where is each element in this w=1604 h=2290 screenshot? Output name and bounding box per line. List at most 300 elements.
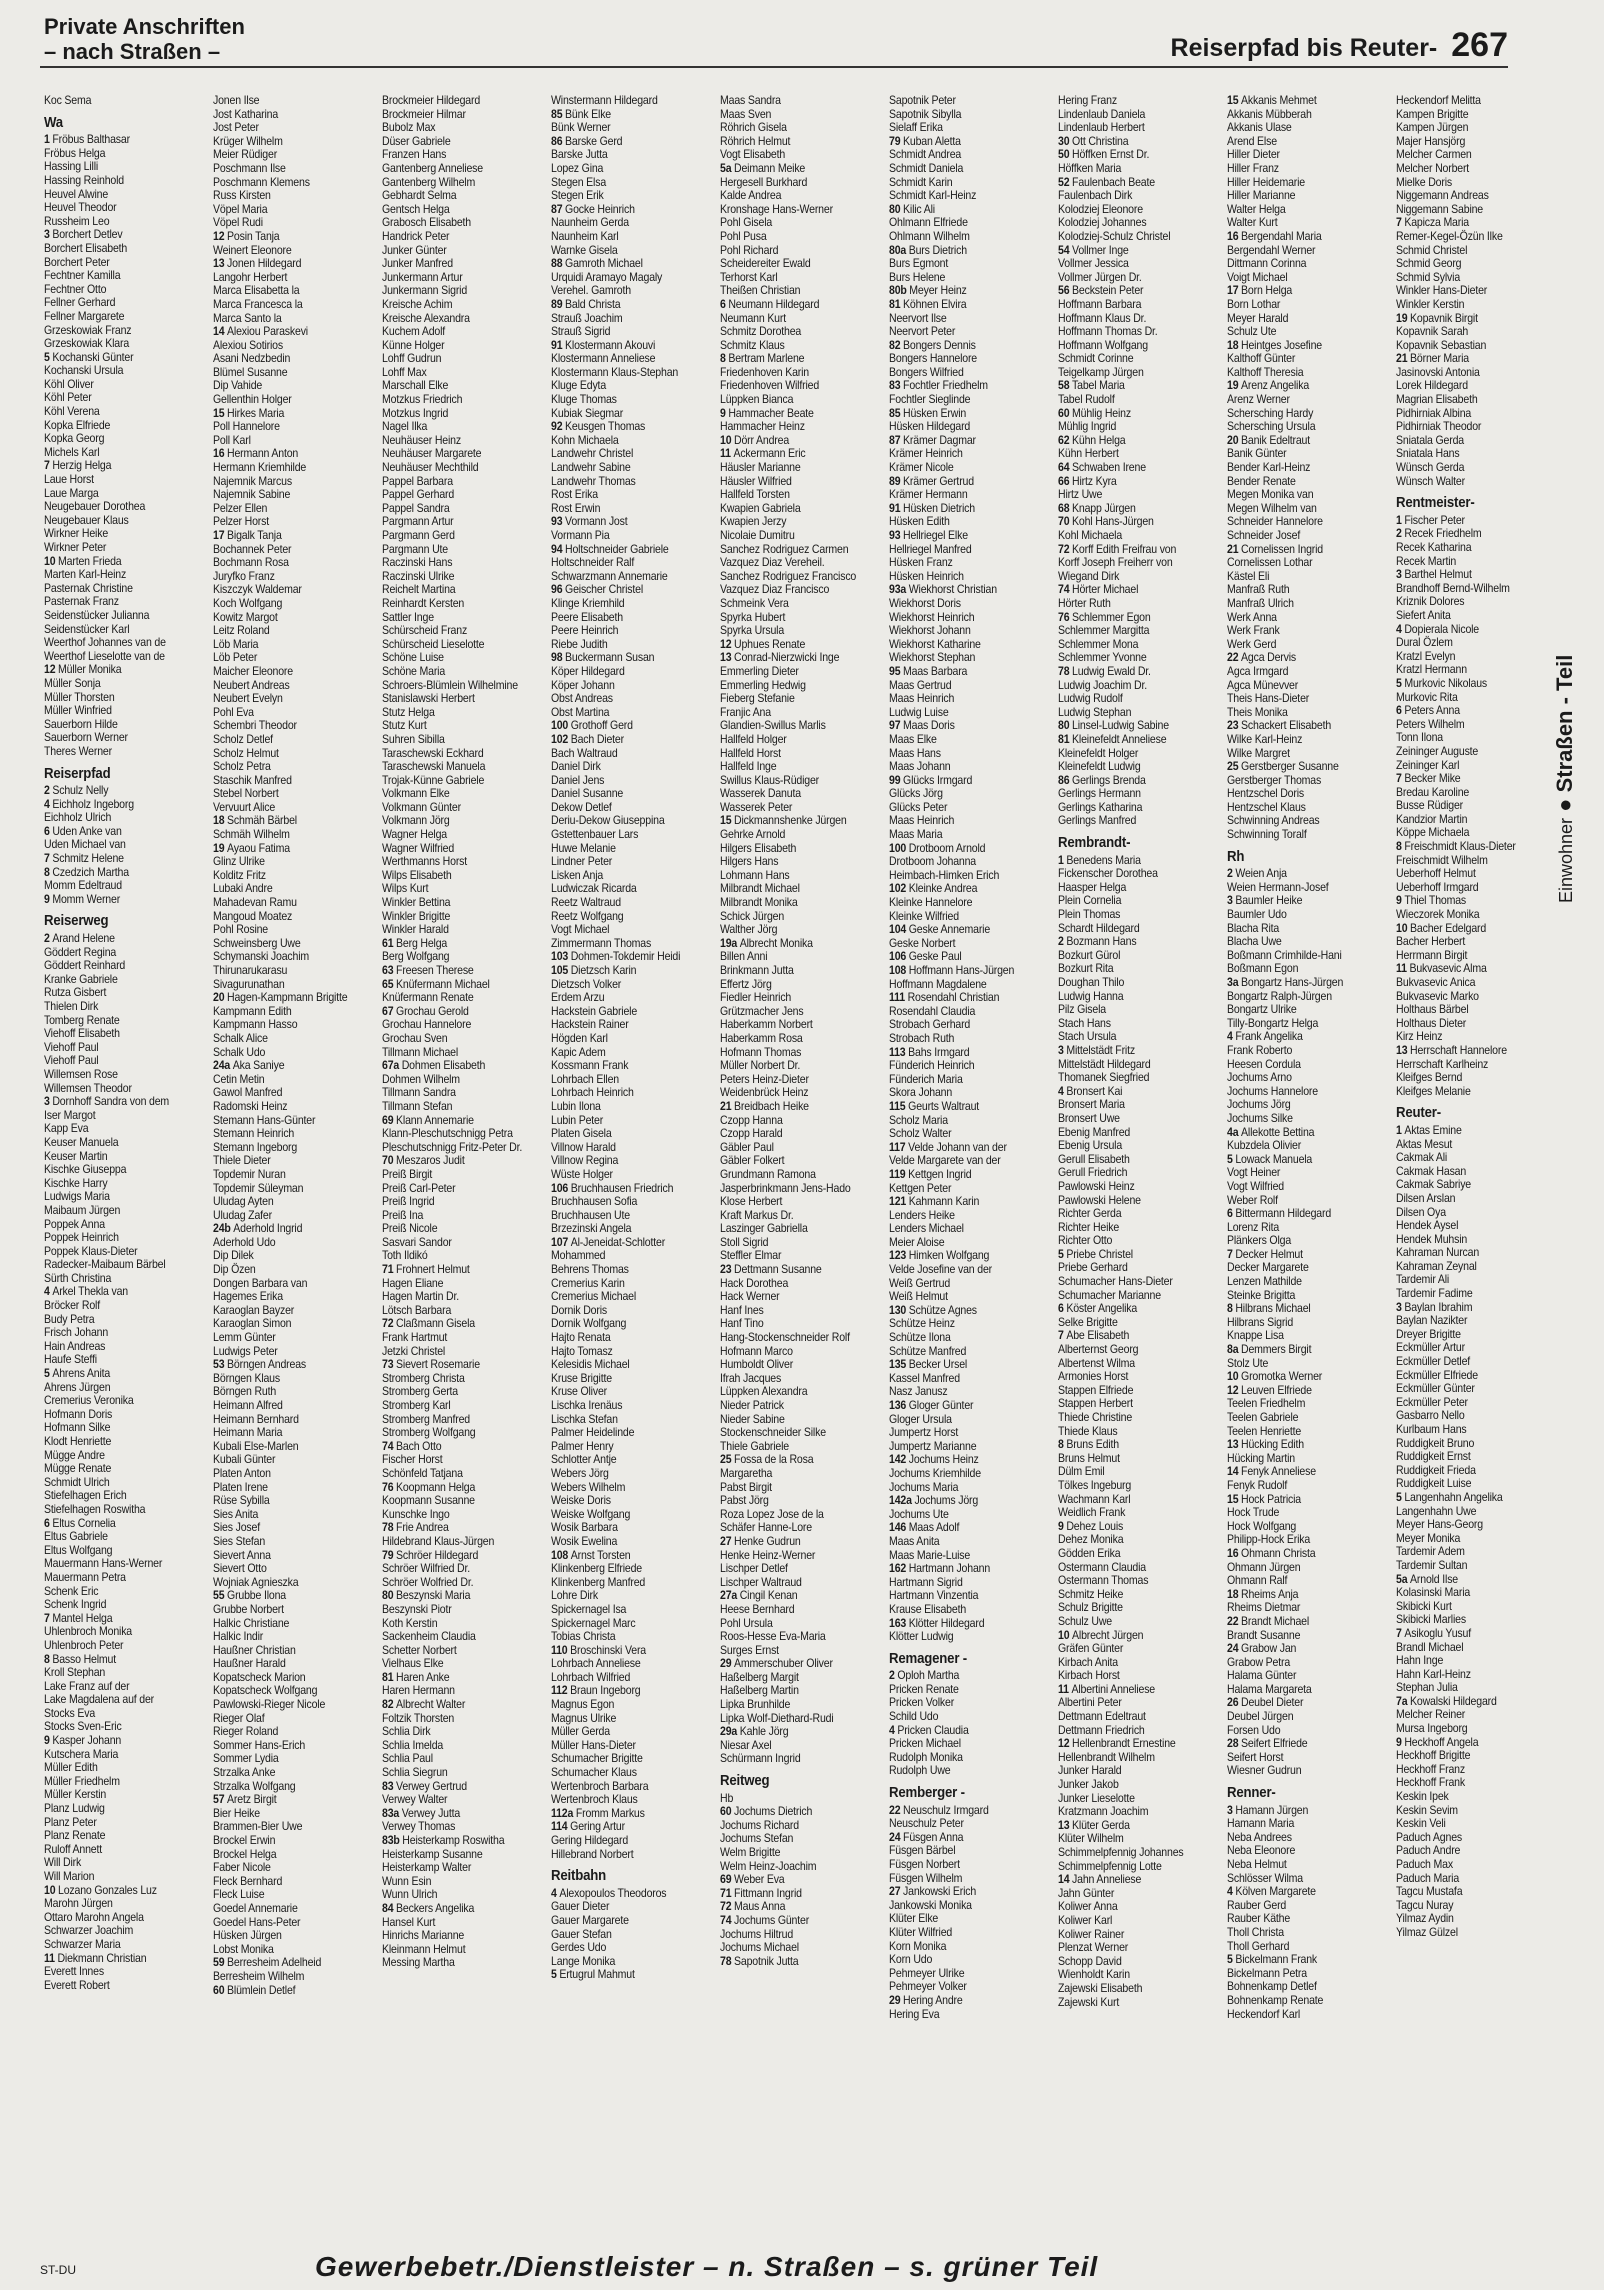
resident-entry	[1227, 1017, 1370, 1031]
resident-name: Sattler Inge	[382, 609, 434, 624]
resident-entry	[889, 1358, 1032, 1372]
resident-name: Decker Margarete	[1227, 1260, 1309, 1275]
house-number: 10	[44, 1882, 56, 1897]
resident-name: Grabosch Elisabeth	[382, 215, 471, 230]
resident-name: Najemnik Marcus	[213, 473, 292, 488]
house-number: 79	[889, 133, 901, 148]
resident-entry	[382, 1481, 525, 1495]
resident-name: Mügge Andre	[44, 1447, 105, 1462]
resident-entry	[213, 1222, 356, 1236]
resident-name: Walter Kurt	[1227, 215, 1278, 230]
resident-entry	[44, 459, 187, 473]
resident-entry	[382, 1834, 525, 1848]
resident-entry	[382, 1807, 525, 1821]
resident-entry	[213, 1277, 356, 1291]
house-number: 16	[213, 446, 225, 461]
resident-entry	[44, 500, 187, 514]
resident-entry	[889, 1535, 1032, 1549]
resident-entry	[1058, 543, 1201, 557]
resident-entry	[1396, 527, 1539, 541]
resident-entry	[1227, 1764, 1370, 1778]
resident-name: Kriznik Dolores	[1396, 594, 1465, 609]
resident-name: Peters Anna	[1404, 703, 1460, 718]
house-number: 29	[889, 1992, 901, 2007]
resident-entry	[213, 583, 356, 597]
resident-name: Scholz Helmut	[213, 745, 279, 760]
resident-name: Reinhardt Kersten	[382, 595, 465, 610]
house-number: 104	[889, 922, 907, 937]
resident-entry	[720, 1100, 863, 1114]
resident-entry	[1396, 271, 1539, 285]
resident-entry	[44, 1585, 187, 1599]
resident-name: Lischka Stefan	[551, 1411, 618, 1426]
resident-name: Dietzsch Karin	[570, 963, 637, 977]
resident-name: Velde Johann van der	[908, 1139, 1007, 1154]
resident-entry	[382, 502, 525, 516]
house-number: 110	[551, 1642, 568, 1657]
resident-name: Cetin Metin	[213, 1071, 265, 1086]
resident-name: Kronshage Hans-Werner	[720, 201, 833, 216]
resident-entry	[213, 1114, 356, 1128]
resident-name: Klüter Elke	[889, 1911, 939, 1926]
resident-entry	[1058, 1357, 1201, 1371]
resident-entry	[551, 339, 694, 353]
resident-name: Hüsken Hildegard	[889, 419, 971, 434]
resident-entry	[889, 1994, 1032, 2008]
resident-name: Busse Rüdiger	[1396, 798, 1463, 813]
resident-entry	[1058, 1343, 1201, 1357]
directory-columns	[44, 94, 1534, 2229]
resident-name: Willemsen Rose	[44, 1066, 118, 1081]
resident-entry	[213, 1630, 356, 1644]
resident-entry	[720, 461, 863, 475]
resident-name: Scheidereiter Ewald	[720, 256, 811, 271]
resident-entry	[889, 2008, 1032, 2022]
house-number: 21	[1396, 351, 1408, 366]
resident-name: Welm Heinz-Joachim	[720, 1858, 817, 1873]
resident-name: Hajto Tomasz	[551, 1343, 613, 1358]
resident-name: Iser Margot	[44, 1107, 96, 1122]
resident-entry	[889, 923, 1032, 937]
resident-name: Weerthof Johannes van de	[44, 635, 166, 650]
resident-entry	[720, 1887, 863, 1901]
resident-name: Marten Frieda	[58, 553, 122, 568]
house-number: 1	[1396, 512, 1402, 527]
resident-entry	[551, 801, 694, 815]
house-number: 4	[1227, 1884, 1233, 1899]
resident-entry	[1227, 543, 1370, 557]
resident-entry	[1396, 1260, 1539, 1274]
resident-entry	[1227, 1953, 1370, 1967]
resident-entry	[382, 447, 525, 461]
house-number: 50	[1058, 147, 1070, 162]
resident-name: Jost Peter	[213, 120, 259, 135]
resident-name: Peere Elisabeth	[551, 609, 623, 624]
resident-entry	[1058, 502, 1201, 516]
resident-name: Frie Andrea	[396, 1520, 449, 1535]
resident-name: Eltus Gabriele	[44, 1529, 108, 1544]
resident-name: Krämer Nicole	[889, 460, 954, 475]
resident-entry	[213, 937, 356, 951]
resident-name: Kopatscheck Marion	[213, 1669, 306, 1684]
resident-name: Brzezinski Angela	[551, 1221, 632, 1236]
resident-entry	[720, 162, 863, 176]
resident-entry	[889, 1885, 1032, 1899]
resident-entry	[889, 189, 1032, 203]
resident-entry	[551, 1059, 694, 1073]
house-number: 3a	[1227, 975, 1239, 989]
resident-name: Sommer Lydia	[213, 1751, 279, 1766]
resident-entry	[1058, 1656, 1201, 1670]
resident-entry	[1058, 203, 1201, 217]
resident-entry	[1227, 624, 1370, 638]
resident-entry	[382, 1617, 525, 1631]
resident-name: Heesen Cordula	[1227, 1056, 1301, 1071]
resident-entry	[1227, 461, 1370, 475]
resident-entry	[382, 706, 525, 720]
resident-entry	[44, 1082, 187, 1096]
resident-entry	[551, 108, 694, 122]
resident-name: Frisch Johann	[44, 1325, 109, 1340]
resident-entry	[1058, 597, 1201, 611]
resident-entry	[720, 692, 863, 706]
resident-entry	[889, 312, 1032, 326]
resident-name: Ohmann Ralf	[1227, 1573, 1288, 1588]
resident-entry	[1396, 407, 1539, 421]
resident-name: Warnke Gisela	[551, 242, 618, 257]
resident-entry	[889, 162, 1032, 176]
resident-entry	[720, 583, 863, 597]
resident-name: Fellner Margarete	[44, 308, 125, 323]
resident-name: Schlia Dirk	[382, 1724, 431, 1739]
resident-name: Webers Jörg	[551, 1465, 609, 1480]
resident-name: Eckmüller Detlef	[1396, 1354, 1471, 1369]
resident-entry	[889, 257, 1032, 271]
resident-entry	[1396, 555, 1539, 569]
resident-name: Cornelissen Ingrid	[1241, 541, 1323, 556]
resident-name: Bukvasevic Alma	[1409, 961, 1487, 976]
resident-name: Neubert Evelyn	[213, 691, 283, 706]
resident-name: Gödden Erika	[1058, 1545, 1121, 1560]
house-number: 14	[1227, 1464, 1239, 1479]
resident-name: Bald Christa	[565, 296, 621, 311]
resident-name: Hüsken Erwin	[903, 405, 967, 420]
resident-name: Kleinke Hannelore	[889, 895, 973, 910]
resident-name: Geske Norbert	[889, 935, 956, 950]
resident-name: Raczinski Ulrike	[382, 568, 455, 583]
house-number: 11	[720, 446, 731, 461]
resident-name: Kolasinski Maria	[1396, 1585, 1471, 1600]
resident-entry	[551, 1807, 694, 1821]
resident-name: Grochau Sven	[382, 1030, 448, 1045]
resident-name: Holthaus Bärbel	[1396, 1002, 1469, 1017]
resident-entry	[551, 434, 694, 448]
resident-entry	[213, 1141, 356, 1155]
resident-name: Weien Anja	[1235, 866, 1287, 881]
resident-name: Hoffmann Klaus Dr.	[1058, 310, 1147, 325]
resident-name: Bongers Dennis	[903, 337, 976, 352]
resident-entry	[382, 1766, 525, 1780]
resident-name: Heisterkamp Susanne	[382, 1846, 483, 1861]
resident-entry	[213, 910, 356, 924]
resident-name: Nasz Janusz	[889, 1384, 948, 1399]
resident-entry	[720, 869, 863, 883]
resident-entry	[44, 1952, 187, 1966]
resident-entry	[1396, 636, 1539, 650]
resident-name: Neugebauer Dorothea	[44, 499, 146, 514]
resident-name: Preiß Ingrid	[382, 1194, 435, 1209]
house-number: 7	[1396, 215, 1402, 230]
resident-name: Goedel Annemarie	[213, 1900, 298, 1915]
house-number: 83	[382, 1778, 394, 1793]
resident-name: Kleinke Andrea	[908, 881, 978, 896]
resident-entry	[551, 1793, 694, 1807]
resident-entry	[382, 1630, 525, 1644]
resident-name: Plänkers Olga	[1227, 1233, 1292, 1248]
resident-name: Kleinmann Helmut	[382, 1941, 466, 1956]
resident-entry	[382, 1725, 525, 1739]
resident-name: Cornelissen Lothar	[1227, 555, 1313, 570]
resident-entry	[44, 337, 187, 351]
resident-name: Lake Franz auf der	[44, 1678, 130, 1693]
resident-name: Düser Gabriele	[382, 133, 451, 148]
resident-entry	[44, 1938, 187, 1952]
resident-entry	[720, 1032, 863, 1046]
resident-name: Bach Otto	[396, 1438, 442, 1453]
resident-name: Faber Nicole	[213, 1860, 271, 1875]
resident-entry	[889, 665, 1032, 679]
resident-name: Dohmen Wilhelm	[382, 1071, 460, 1086]
house-number: 93a	[889, 582, 907, 597]
resident-name: Ueberhoff Helmut	[1396, 866, 1476, 881]
resident-entry	[213, 447, 356, 461]
resident-entry	[213, 1875, 356, 1889]
resident-name: Schmidt Andrea	[889, 147, 962, 162]
resident-name: Daniel Susanne	[551, 786, 624, 801]
resident-entry	[44, 1381, 187, 1395]
resident-name: Korff Joseph Freiherr von	[1058, 555, 1173, 570]
resident-name: Schmitz Helene	[52, 851, 124, 866]
resident-entry	[44, 636, 187, 650]
resident-entry	[382, 1848, 525, 1862]
resident-name: Megen Monika van	[1227, 487, 1314, 502]
resident-entry	[889, 135, 1032, 149]
resident-entry	[720, 1059, 863, 1073]
resident-entry	[1227, 1588, 1370, 1602]
house-number: 8	[44, 1651, 50, 1666]
resident-entry	[889, 1249, 1032, 1263]
resident-name: Jonen Ilse	[213, 94, 260, 107]
resident-name: Pehmeyer Ulrike	[889, 1965, 965, 1980]
resident-entry	[213, 1535, 356, 1549]
resident-name: Gerlings Brenda	[1072, 772, 1146, 787]
resident-name: Heimann Bernhard	[213, 1411, 299, 1426]
resident-entry	[1058, 339, 1201, 353]
resident-entry	[720, 121, 863, 135]
resident-name: Hiller Dieter	[1227, 147, 1280, 162]
resident-entry	[1227, 529, 1370, 543]
resident-entry	[1058, 976, 1201, 990]
resident-entry	[889, 1967, 1032, 1981]
resident-name: Villnow Regina	[551, 1153, 619, 1168]
resident-name: Schlia Imelda	[382, 1737, 444, 1752]
resident-entry	[382, 842, 525, 856]
resident-entry	[1396, 935, 1539, 949]
resident-name: Wasserek Peter	[720, 799, 793, 814]
resident-name: Gauer Margarete	[551, 1912, 629, 1927]
resident-name: Dongen Barbara van	[213, 1275, 308, 1290]
resident-entry	[1396, 731, 1539, 745]
directory-column	[213, 94, 356, 2229]
resident-entry	[1058, 854, 1201, 868]
house-number: 12	[213, 228, 225, 243]
resident-entry	[1227, 475, 1370, 489]
resident-name: Brandhoff Bernd-Wilhelm	[1396, 580, 1510, 595]
resident-entry	[1227, 814, 1370, 828]
resident-entry	[1396, 379, 1539, 393]
resident-entry	[382, 1385, 525, 1399]
resident-name: Klose Herbert	[720, 1194, 783, 1209]
resident-name: Rudolph Monika	[889, 1749, 963, 1764]
resident-name: Börngen Ruth	[213, 1384, 277, 1399]
resident-name: Maas Elke	[889, 731, 937, 746]
resident-entry	[889, 461, 1032, 475]
resident-entry	[1227, 1357, 1370, 1371]
resident-entry	[44, 1435, 187, 1449]
resident-name: Born Lothar	[1227, 296, 1281, 311]
resident-name: Kampen Brigitte	[1396, 106, 1469, 121]
resident-name: Maibaum Jürgen	[44, 1202, 121, 1217]
resident-entry	[44, 1014, 187, 1028]
resident-entry	[889, 747, 1032, 761]
resident-entry	[213, 1481, 356, 1495]
resident-name: Ludwiczak Ricarda	[551, 881, 637, 896]
house-number: 76	[1058, 609, 1070, 624]
resident-entry	[1058, 271, 1201, 285]
house-number: 14	[1058, 1872, 1070, 1887]
resident-entry	[1396, 704, 1539, 718]
resident-entry	[1227, 1194, 1370, 1208]
resident-entry	[44, 623, 187, 637]
house-number: 163	[889, 1615, 907, 1630]
resident-entry	[382, 570, 525, 584]
house-number: 1	[1058, 852, 1064, 867]
resident-entry	[1227, 393, 1370, 407]
house-number: 70	[1058, 514, 1070, 529]
resident-name: Laue Marga	[44, 485, 99, 500]
resident-name: Dornik Doris	[551, 1302, 607, 1317]
street-heading: Reitbahn	[551, 1867, 607, 1885]
resident-entry	[1396, 230, 1539, 244]
resident-entry	[1058, 747, 1201, 761]
resident-name: Grützmacher Jens	[720, 1003, 804, 1018]
resident-entry	[1058, 379, 1201, 393]
resident-name: Pabst Jörg	[720, 1493, 769, 1508]
resident-name: Schumacher Klaus	[551, 1765, 637, 1780]
resident-entry	[551, 162, 694, 176]
resident-entry	[1396, 745, 1539, 759]
resident-name: Hillebrand Norbert	[551, 1846, 634, 1861]
resident-entry	[213, 339, 356, 353]
resident-name: Toth Ildikó	[382, 1248, 428, 1263]
resident-entry	[1396, 1301, 1539, 1315]
resident-entry	[213, 814, 356, 828]
resident-name: Lubaki Andre	[213, 881, 273, 896]
resident-name: Gerull Friedrich	[1058, 1165, 1128, 1180]
street-heading: Remberger -	[889, 1784, 965, 1802]
resident-entry	[1396, 609, 1539, 623]
house-number: 121	[889, 1194, 907, 1209]
resident-entry	[720, 638, 863, 652]
resident-name: Lindenlaub Herbert	[1058, 120, 1145, 135]
resident-entry	[889, 1953, 1032, 1967]
resident-entry	[44, 1095, 187, 1109]
resident-name: Bergendahl Maria	[1241, 228, 1322, 243]
resident-name: Junkermann Artur	[382, 269, 463, 284]
resident-name: Rost Erwin	[551, 500, 601, 515]
resident-entry	[889, 1018, 1032, 1032]
resident-entry	[1396, 1872, 1539, 1886]
resident-entry	[720, 1508, 863, 1522]
resident-name: Paduch Andre	[1396, 1843, 1461, 1858]
resident-name: Braun Ingeborg	[570, 1683, 641, 1698]
resident-entry	[1396, 1138, 1539, 1152]
resident-name: Keuser Manuela	[44, 1134, 119, 1149]
resident-name: Schulz Nelly	[52, 783, 109, 798]
resident-name: Keskin Sevim	[1396, 1802, 1458, 1817]
resident-entry	[44, 1884, 187, 1898]
resident-entry	[1227, 1071, 1370, 1085]
resident-name: Sanchez Rodriguez Francisco	[720, 568, 857, 583]
resident-entry	[720, 1317, 863, 1331]
resident-name: Bröcker Rolf	[44, 1298, 100, 1313]
resident-entry	[213, 1888, 356, 1902]
resident-name: Schmitz Heike	[1058, 1586, 1124, 1601]
house-number: 3	[1227, 1802, 1233, 1817]
resident-name: Huwe Melanie	[551, 840, 616, 855]
resident-entry	[213, 1467, 356, 1481]
resident-entry	[382, 244, 525, 258]
resident-name: Jochums Hiltrud	[720, 1926, 794, 1941]
resident-entry	[44, 391, 187, 405]
house-number: 83	[889, 378, 901, 393]
resident-entry	[889, 1114, 1032, 1128]
resident-entry	[382, 597, 525, 611]
resident-entry	[44, 1340, 187, 1354]
resident-entry	[889, 1453, 1032, 1467]
resident-name: Faulenbach Dirk	[1058, 188, 1133, 203]
resident-entry	[382, 964, 525, 978]
resident-entry	[1227, 298, 1370, 312]
resident-entry	[551, 1941, 694, 1955]
resident-entry	[1227, 203, 1370, 217]
resident-entry	[551, 1222, 694, 1236]
resident-name: Heintges Josefine	[1241, 337, 1322, 352]
resident-name: Hb	[720, 1790, 734, 1805]
resident-name: Seifert Elfriede	[1241, 1736, 1308, 1751]
resident-entry	[551, 679, 694, 693]
resident-name: Brandl Michael	[1396, 1639, 1464, 1654]
resident-name: Junker Günter	[382, 242, 447, 257]
resident-entry	[382, 216, 525, 230]
resident-entry	[889, 978, 1032, 992]
resident-entry	[1396, 1017, 1539, 1031]
resident-entry	[1058, 692, 1201, 706]
resident-name: Eichholz Ulrich	[44, 810, 112, 825]
resident-name: Hentzschel Klaus	[1227, 799, 1306, 814]
resident-name: Theis Monika	[1227, 704, 1288, 719]
resident-entry	[551, 1671, 694, 1685]
